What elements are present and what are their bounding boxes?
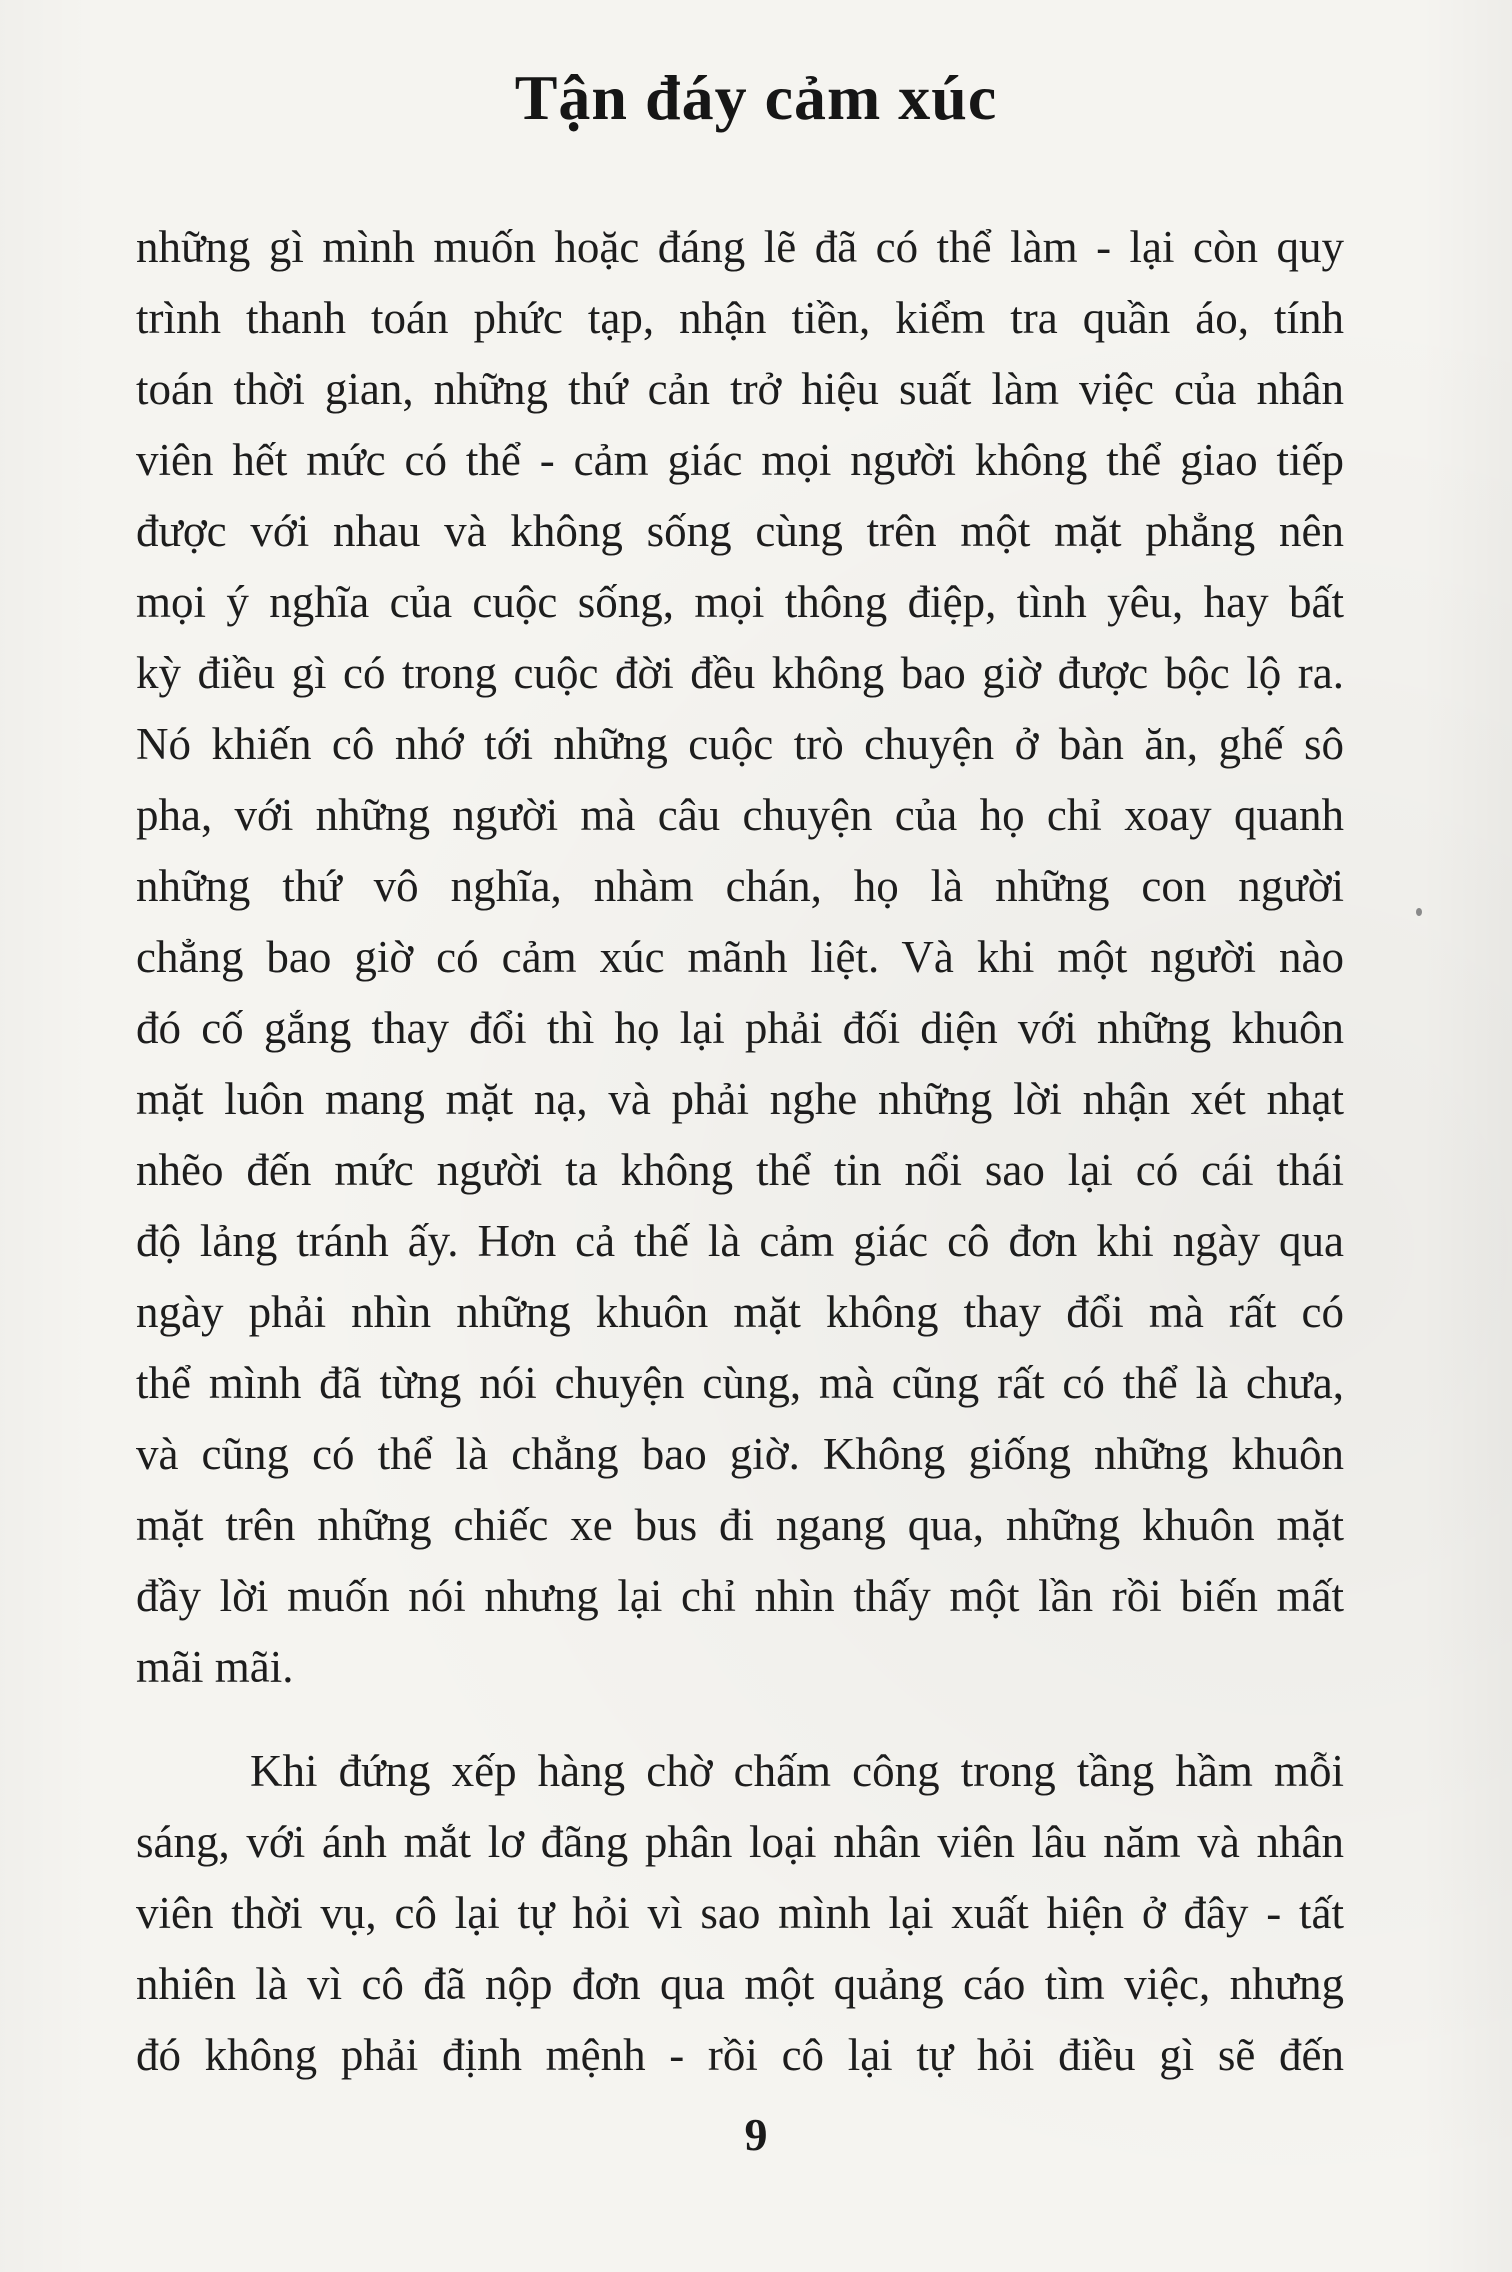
- text-line: toán thời gian, những thứ cản trở hiệu suất làm việc của nhân: [136, 364, 1344, 414]
- text-line: sáng, với ánh mắt lơ đãng phân loại nhân viên lâu năm và nhân: [136, 1817, 1344, 1867]
- body-text: [136, 212, 1344, 2091]
- text-line: mặt luôn mang mặt nạ, và phải nghe những lời nhận xét nhạt: [136, 1074, 1344, 1124]
- text-line: pha, với những người mà câu chuyện của họ chỉ xoay quanh: [136, 790, 1344, 840]
- text-line: đó không phải định mệnh - rồi cô lại tự hỏi điều gì sẽ đến: [136, 2030, 1344, 2080]
- running-header-title: Tận đáy cảm xúc: [514, 62, 998, 133]
- paragraph: [136, 1736, 1344, 2091]
- text-line: ngày phải nhìn những khuôn mặt không thay đổi mà rất có: [136, 1287, 1344, 1337]
- text-line: đầy lời muốn nói nhưng lại chỉ nhìn thấy một lần rồi biến mất: [136, 1571, 1344, 1621]
- page-number: 9: [744, 2109, 768, 2160]
- text-line: chẳng bao giờ có cảm xúc mãnh liệt. Và khi một người nào: [136, 932, 1344, 982]
- text-line: những thứ vô nghĩa, nhàm chán, họ là những con người: [136, 861, 1344, 911]
- text-line: được với nhau và không sống cùng trên một mặt phẳng nên: [136, 506, 1344, 556]
- text-line: nhẽo đến mức người ta không thể tin nổi sao lại có cái thái: [136, 1145, 1344, 1195]
- text-line: thể mình đã từng nói chuyện cùng, mà cũng rất có thể là chưa,: [136, 1358, 1344, 1408]
- text-line: kỳ điều gì có trong cuộc đời đều không bao giờ được bộc lộ ra.: [136, 648, 1344, 698]
- text-line: Khi đứng xếp hàng chờ chấm công trong tầng hầm mỗi: [250, 1746, 1344, 1796]
- text-line: trình thanh toán phức tạp, nhận tiền, kiểm tra quần áo, tính: [136, 293, 1344, 343]
- text-line: Nó khiến cô nhớ tới những cuộc trò chuyện ở bàn ăn, ghế sô: [136, 719, 1344, 769]
- text-line: và cũng có thể là chẳng bao giờ. Không giống những khuôn: [136, 1429, 1344, 1479]
- paragraph-spacer: [136, 1703, 1344, 1736]
- text-line: nhiên là vì cô đã nộp đơn qua một quảng cáo tìm việc, nhưng: [136, 1959, 1344, 2009]
- text-line: đó cố gắng thay đổi thì họ lại phải đối diện với những khuôn: [136, 1003, 1344, 1053]
- text-line: viên hết mức có thể - cảm giác mọi người không thể giao tiếp: [136, 435, 1344, 485]
- paragraph-continuation: [136, 212, 1344, 1703]
- text-line: mặt trên những chiếc xe bus đi ngang qua, những khuôn mặt: [136, 1500, 1344, 1550]
- text-line: độ lảng tránh ấy. Hơn cả thế là cảm giác cô đơn khi ngày qua: [136, 1216, 1344, 1266]
- text-line: viên thời vụ, cô lại tự hỏi vì sao mình lại xuất hiện ở đây - tất: [136, 1888, 1344, 1938]
- text-line: mãi mãi.: [136, 1642, 294, 1692]
- text-line: những gì mình muốn hoặc đáng lẽ đã có thể làm - lại còn quy: [136, 222, 1344, 272]
- text-line: mọi ý nghĩa của cuộc sống, mọi thông điệp, tình yêu, hay bất: [136, 577, 1344, 627]
- paper-speck: [1416, 908, 1422, 916]
